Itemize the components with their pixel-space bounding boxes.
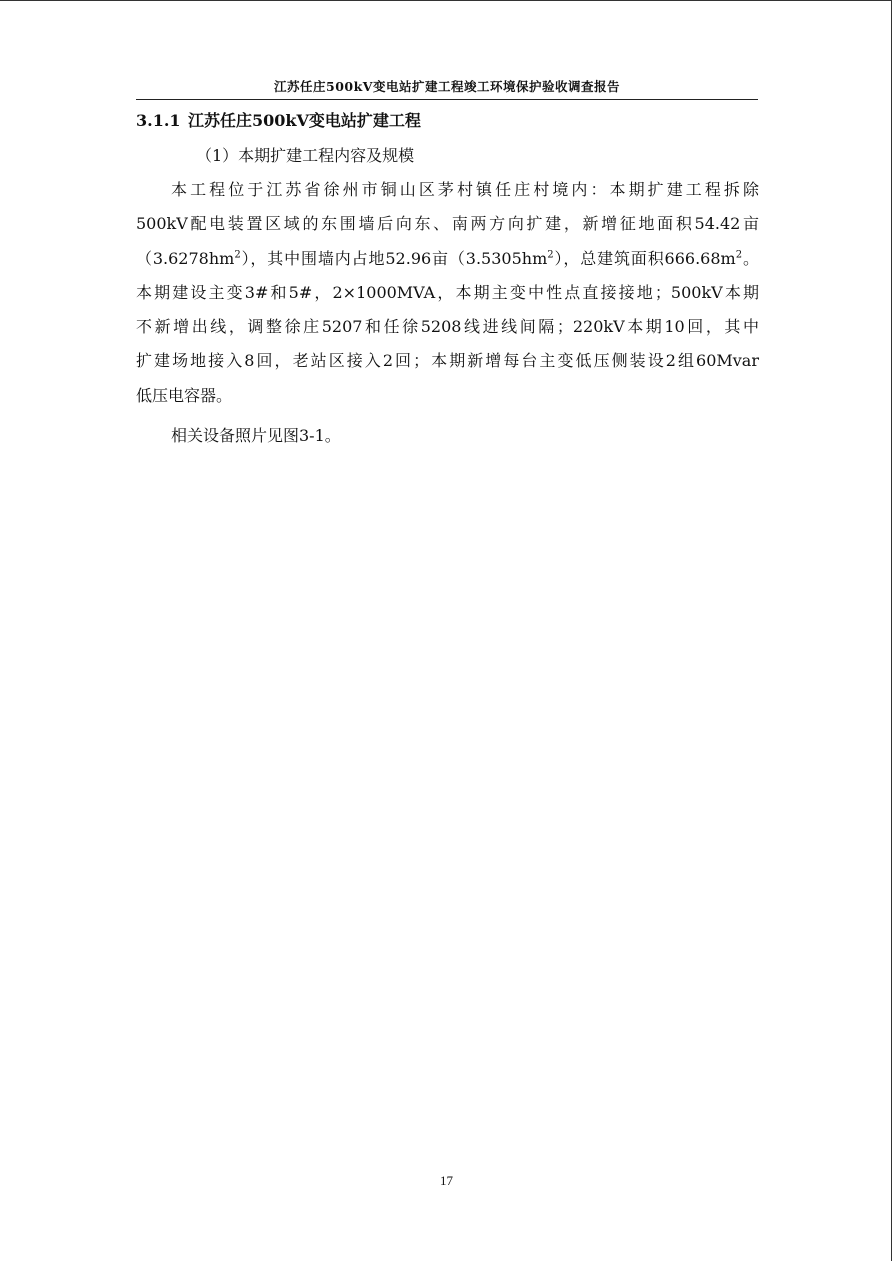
- text-run: ），总建筑面积666.68m: [553, 248, 736, 268]
- paragraph-line: 500kV配电装置区域的东围墙后向东、南两方向扩建，新增征地面积54.42亩: [136, 214, 759, 234]
- paragraph-line: 扩建场地接入8回，老站区接入2回；本期新增每台主变低压侧装设2组60Mvar: [136, 351, 759, 371]
- section-heading: [136, 110, 421, 132]
- section-number: 3.1.1: [136, 111, 181, 130]
- page-number: 17: [440, 1173, 453, 1188]
- paragraph-line: [136, 242, 759, 276]
- paragraph-line: 相关设备照片见图3-1。: [171, 426, 341, 445]
- paragraph-line: 本期建设主变3#和5#，2×1000MVA，本期主变中性点直接接地；500kV本期: [136, 282, 759, 302]
- superscript: 2: [735, 249, 743, 261]
- subsection-heading: （1）本期扩建工程内容及规模: [196, 146, 415, 165]
- superscript: 2: [234, 249, 241, 261]
- body-paragraph-photo-reference: [136, 419, 759, 453]
- header-divider: [136, 99, 758, 100]
- body-paragraph-scope: [136, 173, 759, 413]
- superscript: 2: [547, 249, 554, 261]
- paragraph-line: 低压电容器。: [136, 385, 233, 405]
- text-run: 。: [742, 248, 759, 268]
- running-header: 江苏任庄500kV变电站扩建工程竣工环境保护验收调查报告: [274, 79, 620, 94]
- section-title: 江苏任庄500kV变电站扩建工程: [188, 111, 421, 130]
- text-run: ），其中围墙内占地52.96亩（3.5305hm: [240, 248, 548, 268]
- paragraph-line: 不新增出线，调整徐庄5207和任徐5208线进线间隔；220kV本期10回，其中: [136, 317, 759, 337]
- text-run: （3.6278hm: [136, 248, 235, 268]
- paragraph-line: 本工程位于江苏省徐州市铜山区茅村镇任庄村境内：本期扩建工程拆除: [171, 180, 759, 199]
